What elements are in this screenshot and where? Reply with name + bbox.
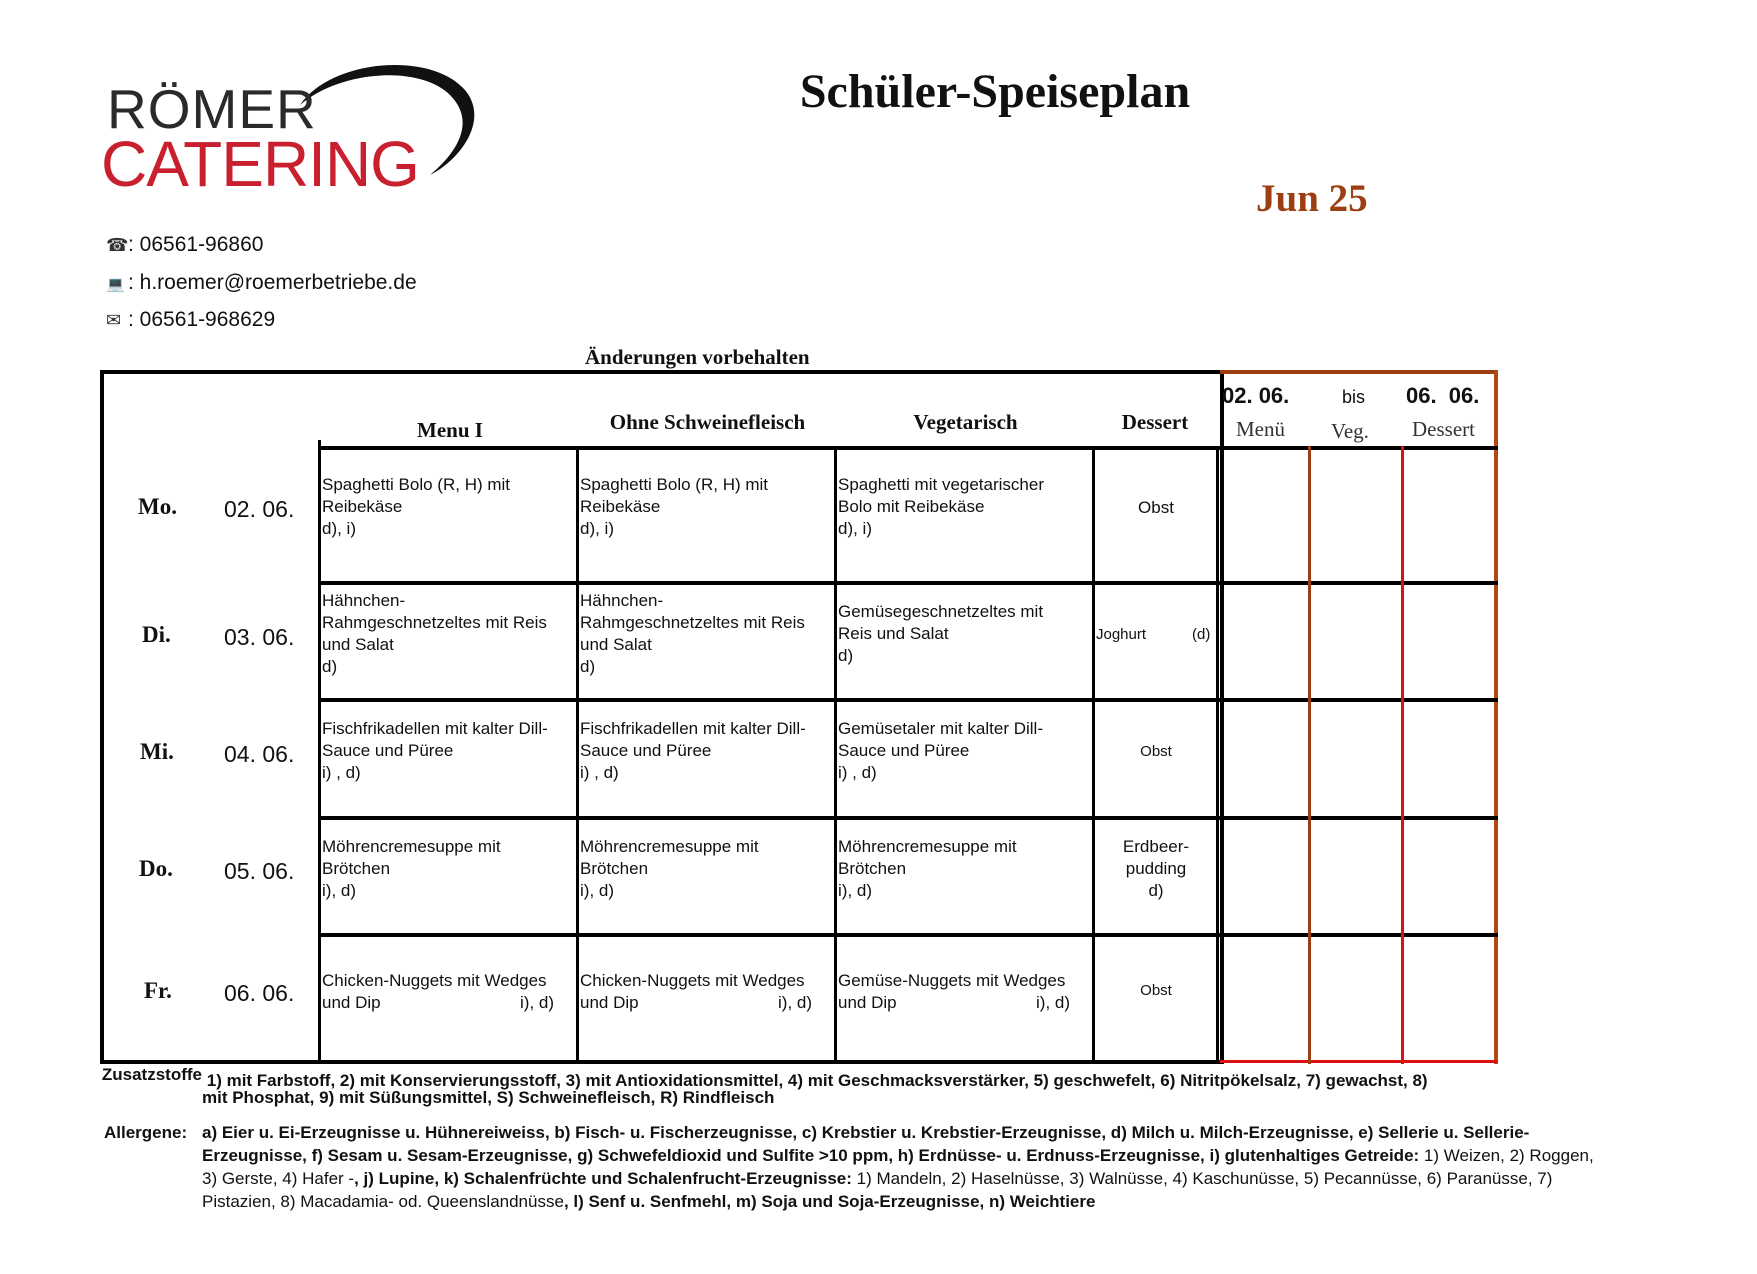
tick-col-menu: Menü: [1236, 417, 1285, 441]
cell-ohne: Spaghetti Bolo (R, H) mit Reibekäse d), i): [580, 475, 769, 538]
contact-email: 💻 : h.roemer@roemerbetriebe.de: [106, 271, 417, 294]
zusatzstoffe-line1: Zusatzstoffe 1) mit Farbstoff, 2) mit Konservierungsstoff, 3) mit Antioxidationsmittel, 4) mit Geschmacksverstärker, 5) geschwefelt, 6) Nitritpökelsalz, 7) gewachst, 8): [98, 1063, 1518, 1092]
cell-dessert: Obst: [1138, 498, 1174, 517]
month-label: Jun 25: [1256, 177, 1368, 220]
cell-veg: Möhrencremesuppe mit Brötchen i), d): [838, 837, 1017, 900]
col-rule: [318, 446, 321, 1064]
cell-ohne: Fischfrikadellen mit kalter Dill- Sauce und Püree i) , d): [580, 719, 806, 782]
col-rule-dessert: [1401, 446, 1404, 1064]
col-head-dessert: Dessert: [1121, 410, 1189, 434]
col-head-ohne: Ohne Schweinefleisch: [609, 410, 806, 434]
changes-notice: Änderungen vorbehalten: [585, 345, 810, 369]
cell-dessert: Obst: [1140, 982, 1172, 999]
allergene-line4: Pistazien, 8) Macadamia- od. Queenslandnüsse, l) Senf u. Senfmehl, m) Soja und Soja-Erzeugnisse, n) Weichtiere: [202, 1192, 1096, 1211]
day-date: 06. 06.: [224, 980, 295, 1006]
cell-dessert: Joghurt: [1096, 626, 1147, 643]
day-label: Fr.: [144, 978, 172, 1003]
day-label: Di.: [142, 622, 171, 647]
col-rule: [1092, 446, 1095, 1064]
day-date: 05. 06.: [224, 858, 295, 884]
cell-veg: Spaghetti mit vegetarischer Bolo mit Reibekäse d), i): [838, 475, 1044, 538]
allergene-label: Allergene:: [104, 1123, 188, 1142]
cell-menu1: Spaghetti Bolo (R, H) mit Reibekäse d), i): [322, 475, 511, 538]
header-rule: [318, 446, 1498, 450]
day-label: Do.: [139, 856, 173, 881]
row-rule: [318, 816, 1498, 820]
contact-fax: ✉ : 06561-968629: [106, 308, 276, 331]
laptop-icon: 💻: [106, 276, 125, 293]
day-date: 04. 06.: [224, 741, 295, 767]
col-rule-veg: [1308, 446, 1311, 1064]
cell-menu1: Möhrencremesuppe mit Brötchen i), d): [322, 837, 501, 900]
day-label: Mo.: [138, 494, 177, 519]
logo-catering: CATERING: [101, 128, 419, 200]
cell-menu1-allergen: i), d): [520, 993, 554, 1012]
col-head-veg: Vegetarisch: [913, 410, 1018, 434]
zusatzstoffe-label: Zusatzstoffe: [101, 1065, 202, 1084]
row-rule: [318, 581, 1498, 585]
cell-menu1: Hähnchen- Rahmgeschnetzeltes mit Reis und Salat d): [322, 591, 547, 676]
cell-ohne: Chicken-Nuggets mit Wedges und Dip: [580, 971, 805, 1012]
cell-dessert-allergen: (d): [1192, 626, 1211, 643]
col-head-menu1: Menu I: [417, 418, 483, 442]
contact-phone: ☎: 06561-96860: [106, 233, 264, 256]
cell-dessert: Obst: [1140, 743, 1172, 760]
week-box-top: [1220, 370, 1498, 374]
week-to: 06. 06.: [1406, 383, 1480, 408]
cell-ohne: Hähnchen- Rahmgeschnetzeltes mit Reis und Salat d): [580, 591, 805, 676]
tick-col-dessert: Dessert: [1412, 417, 1475, 441]
page-title: Schüler-Speiseplan: [799, 65, 1191, 118]
week-from: 02. 06.: [1222, 383, 1290, 408]
cell-veg: Gemüse-Nuggets mit Wedges und Dip: [838, 971, 1066, 1012]
logo-romer: RÖMER: [107, 78, 317, 140]
day-date: 02. 06.: [224, 496, 295, 522]
menu-head-tick: [318, 440, 321, 450]
cell-ohne-allergen: i), d): [778, 993, 812, 1012]
cell-dessert: Erdbeer- pudding d): [1122, 837, 1190, 900]
col-rule: [1216, 446, 1219, 1064]
cell-ohne: Möhrencremesuppe mit Brötchen i), d): [580, 837, 759, 900]
row-rule: [318, 933, 1498, 937]
row-rule: [318, 698, 1498, 702]
day-label: Mi.: [140, 739, 174, 764]
cell-veg-allergen: i), d): [1036, 993, 1070, 1012]
cell-veg: Gemüsetaler mit kalter Dill- Sauce und Püree i) , d): [838, 719, 1043, 782]
week-box-right: [1494, 370, 1498, 1064]
day-date: 03. 06.: [224, 624, 295, 650]
allergene-line2: Erzeugnisse, f) Sesam u. Sesam-Erzeugnisse, g) Schwefeldioxid und Sulfite >10 ppm, h) Erdnüsse- u. Erdnuss-Erzeugnisse, i) glutenhaltiges Getreide: 1) Weizen, 2) Roggen,: [202, 1146, 1594, 1165]
cell-veg: Gemüsegeschnetzeltes mit Reis und Salat d): [838, 602, 1044, 665]
phone-icon: ☎: [106, 235, 129, 255]
envelope-icon: ✉: [106, 310, 122, 330]
zusatzstoffe-line2: mit Phosphat, 9) mit Süßungsmittel, S) Schweinefleisch, R) Rindfleisch: [202, 1088, 775, 1107]
cell-menu1: Fischfrikadellen mit kalter Dill- Sauce und Püree i) , d): [322, 719, 548, 782]
allergene-line1: a) Eier u. Ei-Erzeugnisse u. Hühnereiweiss, b) Fisch- u. Fischerzeugnisse, c) Krebstier u. Krebstier-Erzeugnisse, d) Milch u. Milch-Erzeugnisse, e) Sellerie u. Sellerie-: [202, 1123, 1530, 1142]
tick-col-veg: Veg.: [1331, 419, 1369, 443]
col-rule: [834, 446, 837, 1064]
allergene-line3: 3) Gerste, 4) Hafer -, j) Lupine, k) Schalenfrüchte und Schalenfrucht-Erzeugnisse: 1) Mandeln, 2) Haselnüsse, 3) Walnüsse, 4) Kaschunüsse, 5) Pecannüsse, 6) Paranüsse, 7): [202, 1169, 1553, 1188]
cell-menu1: Chicken-Nuggets mit Wedges und Dip: [322, 971, 547, 1012]
col-rule: [576, 446, 579, 1064]
week-bis: bis: [1342, 387, 1366, 407]
